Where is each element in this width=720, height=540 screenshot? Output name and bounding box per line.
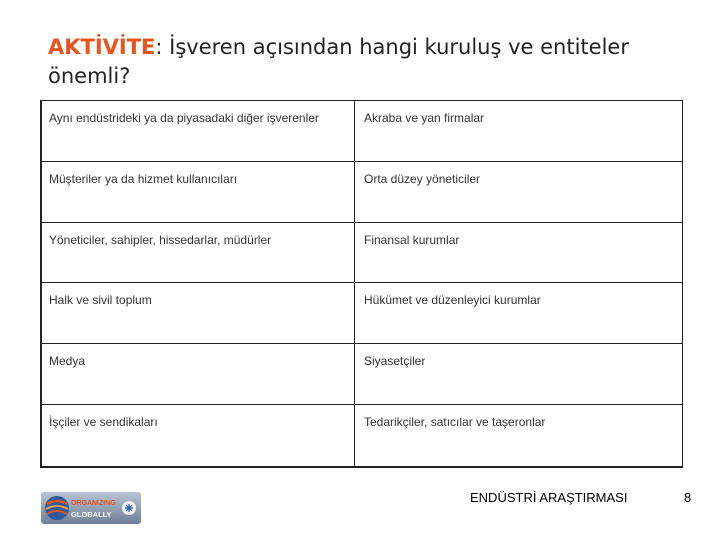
table-cell: Akraba ve yan firmalar — [355, 101, 682, 162]
table-cell: Müşteriler ya da hizmet kullanıcıları — [42, 162, 355, 223]
page-number: 8 — [684, 490, 692, 505]
table-cell: Siyasetçiler — [355, 344, 682, 405]
table-cell: Tedarikçiler, satıcılar ve taşeronlar — [364, 415, 546, 430]
table-cell: Yöneticiler, sahipler, hissedarlar, müdürler — [42, 223, 355, 284]
entities-table — [40, 100, 683, 468]
organizing-globally-logo — [41, 492, 141, 524]
table-cell: İşçiler ve sendikaları — [42, 405, 355, 466]
table-cell: Aynı endüstrideki ya da piyasadaki diğer işverenler — [42, 101, 355, 162]
logo-text-top: ORGANIZING — [71, 500, 116, 507]
table-cell: Orta düzey yöneticiler — [355, 162, 682, 223]
table-cell: Hükümet ve düzenleyici kurumlar — [355, 283, 682, 344]
title-text: : İşveren açısından hangi kuruluş ve entiteler önemli? — [48, 35, 629, 88]
table-cell: Finansal kurumlar — [355, 223, 682, 284]
slide-title — [48, 33, 688, 91]
table-cell: Halk ve sivil toplum — [42, 283, 355, 344]
table-cell: Medya — [42, 344, 355, 405]
title-accent: AKTİVİTE — [48, 35, 156, 59]
footer-label: ENDÜSTRİ ARAŞTIRMASI — [470, 490, 628, 505]
logo-text-bottom: GLOBALLY — [71, 510, 112, 519]
